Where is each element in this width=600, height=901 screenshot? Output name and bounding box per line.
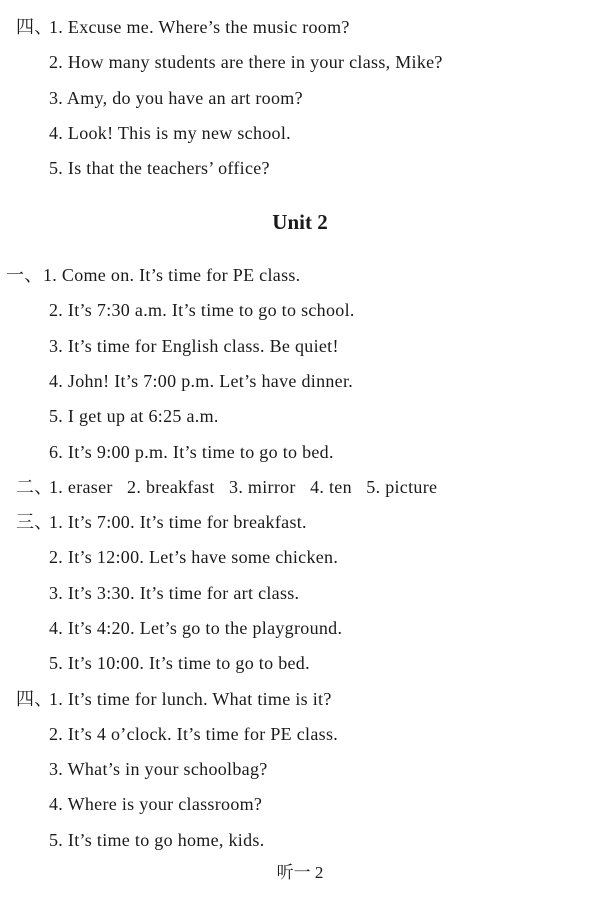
answer-text: 3. Amy, do you have an art room? <box>49 88 303 108</box>
answer-text: 2. How many students are there in your class, Mike? <box>49 52 443 72</box>
answer-text: 6. It’s 9:00 p.m. It’s time to go to bed. <box>49 442 334 462</box>
answer-text: 1. Excuse me. Where’s the music room? <box>49 17 350 37</box>
section-number: 四、 <box>16 689 53 709</box>
section-number: 一、 <box>6 265 43 285</box>
answer-text: 1. Come on. It’s time for PE class. <box>43 265 301 285</box>
answer-text: 4. It’s 4:20. Let’s go to the playground. <box>49 618 343 638</box>
answer-text: 3. What’s in your schoolbag? <box>49 759 268 779</box>
section-number: 三、 <box>16 512 53 532</box>
page-footer: 听一 2 <box>276 863 324 882</box>
answer-text: 2. It’s 12:00. Let’s have some chicken. <box>49 547 339 567</box>
unit-title: Unit 2 <box>272 210 328 234</box>
answer-text: 5. Is that the teachers’ office? <box>49 158 270 178</box>
answer-text: 4. John! It’s 7:00 p.m. Let’s have dinner. <box>49 371 354 391</box>
answer-text: 1. It’s time for lunch. What time is it? <box>49 689 332 709</box>
answer-text: 5. It’s 10:00. It’s time to go to bed. <box>49 653 310 673</box>
answer-text: 5. It’s time to go home, kids. <box>49 830 265 850</box>
answer-text: 3. It’s 3:30. It’s time for art class. <box>49 583 300 603</box>
answer-text: 4. Where is your classroom? <box>49 794 263 814</box>
answer-text: 1. It’s 7:00. It’s time for breakfast. <box>49 512 307 532</box>
section-number: 四、 <box>16 17 53 37</box>
answer-text: 2. It’s 7:30 a.m. It’s time to go to school. <box>49 300 355 320</box>
answer-text: 3. It’s time for English class. Be quiet! <box>49 336 339 356</box>
answer-text: 4. Look! This is my new school. <box>49 123 291 143</box>
answer-text: 1. eraser 2. breakfast 3. mirror 4. ten 5. picture <box>49 477 438 497</box>
answer-text: 5. I get up at 6:25 a.m. <box>49 406 219 426</box>
section-number: 二、 <box>16 477 53 497</box>
answer-text: 2. It’s 4 o’clock. It’s time for PE class. <box>49 724 339 744</box>
